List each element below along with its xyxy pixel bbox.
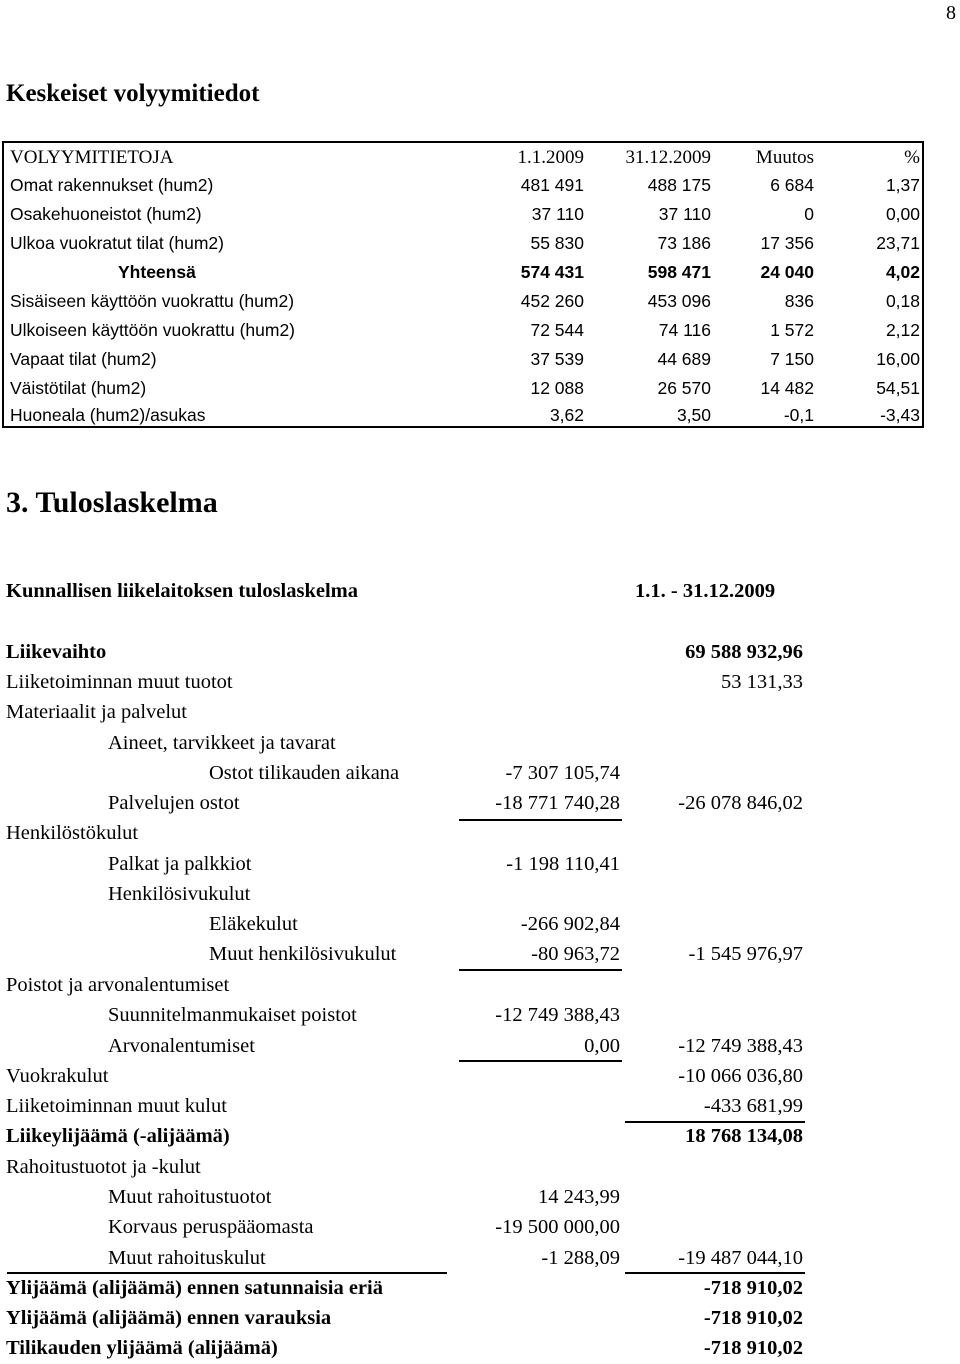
cell: 74 116 [658, 320, 711, 340]
page-number: 8 [946, 2, 956, 24]
amount-total: -433 681,99 [703, 1095, 803, 1117]
income-row [0, 1091, 960, 1121]
amount-total: -718 910,02 [703, 1337, 803, 1359]
row-label: Korvaus peruspääomasta [108, 1216, 314, 1238]
cell: 26 570 [657, 378, 711, 398]
row-label: Ulkoa vuokratut tilat (hum2) [10, 233, 224, 253]
section-title: Keskeiset volyymitiedot [6, 80, 260, 107]
cell: 37 539 [530, 349, 584, 369]
cell: 0,18 [885, 291, 920, 311]
income-row [0, 1061, 960, 1091]
amount-sub: -1 288,09 [541, 1247, 620, 1269]
income-statement-header [6, 580, 776, 603]
row-label: Vuokrakulut [6, 1065, 109, 1087]
cell: 481 491 [520, 175, 584, 195]
table-row [4, 229, 922, 258]
amount-total: 18 768 134,08 [685, 1125, 803, 1147]
income-row [0, 728, 960, 758]
cell: 17 356 [760, 233, 814, 253]
cell: 452 260 [520, 291, 584, 311]
row-label: Eläkekulut [209, 913, 298, 935]
row-label: Ostot tilikauden aikana [209, 762, 400, 784]
row-label: Muut rahoituskulut [108, 1247, 266, 1269]
cell: 488 175 [647, 175, 711, 195]
income-row [0, 667, 960, 697]
amount-total: -12 749 388,43 [678, 1035, 803, 1057]
amount-sub: -7 307 105,74 [505, 762, 620, 784]
row-label: Palvelujen ostot [108, 792, 240, 814]
cell: 37 110 [531, 204, 584, 224]
income-row [0, 758, 960, 788]
amount-total: -718 910,02 [703, 1277, 803, 1299]
cell: 836 [784, 291, 814, 311]
amount-total: -10 066 036,80 [678, 1065, 803, 1087]
income-row [0, 1212, 960, 1242]
header-col-percent: % [904, 147, 920, 168]
row-label: Arvonalentumiset [108, 1035, 255, 1057]
cell: 3,50 [676, 405, 711, 425]
amount-sub: -266 902,84 [520, 913, 620, 935]
cell: 73 186 [657, 233, 711, 253]
row-label: Liiketoiminnan muut tuotot [6, 671, 233, 693]
header-col-end: 31.12.2009 [625, 147, 711, 168]
row-label: Muut rahoitustuotot [108, 1186, 272, 1208]
row-label: Henkilöstökulut [6, 822, 139, 844]
amount-total: -718 910,02 [703, 1307, 803, 1329]
income-row [0, 1152, 960, 1182]
header-label: VOLYYMITIETOJA [10, 147, 174, 168]
table-row [4, 345, 922, 374]
income-row [0, 909, 960, 939]
cell: -3,43 [880, 405, 920, 425]
amount-total: -26 078 846,02 [678, 792, 803, 814]
amount-sub: 14 243,99 [538, 1186, 620, 1208]
row-label: Materiaalit ja palvelut [6, 701, 188, 723]
cell: 44 689 [657, 349, 711, 369]
row-label: Rahoitustuotot ja -kulut [6, 1156, 201, 1178]
row-label: Osakehuoneistot (hum2) [10, 204, 202, 224]
income-row [0, 818, 960, 848]
cell: 16,00 [876, 349, 920, 369]
cell: 2,12 [885, 320, 920, 340]
cell: 3,62 [549, 405, 584, 425]
income-period: 1.1. - 31.12.2009 [635, 580, 776, 602]
table-row [4, 171, 922, 200]
amount-sub: -80 963,72 [531, 943, 620, 965]
header-col-start: 1.1.2009 [517, 147, 584, 168]
volume-table-header [4, 143, 922, 172]
row-label: Liikeylijäämä (-alijäämä) [6, 1125, 230, 1147]
amount-total: 69 588 932,96 [685, 641, 803, 663]
cell: 453 096 [647, 291, 711, 311]
cell: 54,51 [876, 378, 920, 398]
income-row [0, 1303, 960, 1333]
cell: 24 040 [760, 262, 814, 282]
income-row [0, 1031, 960, 1061]
income-statement-title: Kunnallisen liikelaitoksen tuloslaskelma [6, 580, 358, 602]
row-label: Liiketoiminnan muut kulut [6, 1095, 227, 1117]
income-row [0, 1121, 960, 1151]
income-row [0, 1000, 960, 1030]
cell: 4,02 [885, 262, 920, 282]
row-label: Liikevaihto [6, 641, 107, 663]
income-row [0, 1333, 960, 1363]
row-label: Suunnitelmanmukaiset poistot [108, 1004, 357, 1026]
income-row [0, 788, 960, 818]
amount-sub: -18 771 740,28 [495, 792, 620, 814]
row-label: Omat rakennukset (hum2) [10, 175, 214, 195]
table-row [4, 374, 922, 403]
cell: 72 544 [530, 320, 584, 340]
amount-sub: -12 749 388,43 [495, 1004, 620, 1026]
header-col-change: Muutos [755, 147, 814, 168]
amount-sub: 0,00 [584, 1035, 620, 1057]
income-row [0, 637, 960, 667]
row-label: Muut henkilösivukulut [209, 943, 397, 965]
row-label: Huoneala (hum2)/asukas [10, 405, 206, 425]
cell: 55 830 [530, 233, 584, 253]
table-row [4, 200, 922, 229]
row-label: Sisäiseen käyttöön vuokrattu (hum2) [10, 291, 295, 311]
row-label: Tilikauden ylijäämä (alijäämä) [6, 1337, 278, 1359]
cell: 574 431 [520, 262, 584, 282]
cell: 6 684 [770, 175, 814, 195]
income-row [0, 849, 960, 879]
row-label: Ylijäämä (alijäämä) ennen varauksia [6, 1307, 332, 1329]
cell: 0 [804, 204, 814, 224]
cell: 14 482 [760, 378, 814, 398]
volume-table [2, 141, 924, 428]
income-row [0, 939, 960, 969]
table-row [4, 287, 922, 316]
row-label: Henkilösivukulut [108, 883, 251, 905]
row-label: Aineet, tarvikkeet ja tavarat [108, 732, 336, 754]
table-total-row [4, 258, 922, 287]
amount-sub: -1 198 110,41 [506, 853, 620, 875]
cell: 7 150 [770, 349, 814, 369]
total-label: Yhteensä [118, 262, 196, 282]
row-label: Vapaat tilat (hum2) [10, 349, 157, 369]
cell: 23,71 [876, 233, 920, 253]
income-row [0, 697, 960, 727]
cell: 12 088 [530, 378, 584, 398]
cell: 1 572 [770, 320, 814, 340]
table-row [4, 316, 922, 345]
table-row [4, 401, 922, 430]
income-row [0, 879, 960, 909]
row-label: Poistot ja arvonalentumiset [6, 974, 230, 996]
row-label: Ylijäämä (alijäämä) ennen satunnaisia eriä [6, 1277, 383, 1299]
income-row [0, 1243, 960, 1273]
row-label: Palkat ja palkkiot [108, 853, 252, 875]
cell: 1,37 [885, 175, 920, 195]
row-label: Ulkoiseen käyttöön vuokrattu (hum2) [10, 320, 295, 340]
income-row [0, 970, 960, 1000]
cell: 0,00 [885, 204, 920, 224]
cell: 598 471 [647, 262, 711, 282]
cell: 37 110 [658, 204, 711, 224]
row-label: Väistötilat (hum2) [10, 378, 147, 398]
income-row [0, 1182, 960, 1212]
cell: -0,1 [783, 405, 814, 425]
amount-total: -19 487 044,10 [678, 1247, 803, 1269]
amount-total: -1 545 976,97 [688, 943, 803, 965]
amount-sub: -19 500 000,00 [495, 1216, 620, 1238]
income-section-title: 3. Tuloslaskelma [6, 486, 218, 519]
income-row [0, 1273, 960, 1303]
amount-total: 53 131,33 [721, 671, 803, 693]
